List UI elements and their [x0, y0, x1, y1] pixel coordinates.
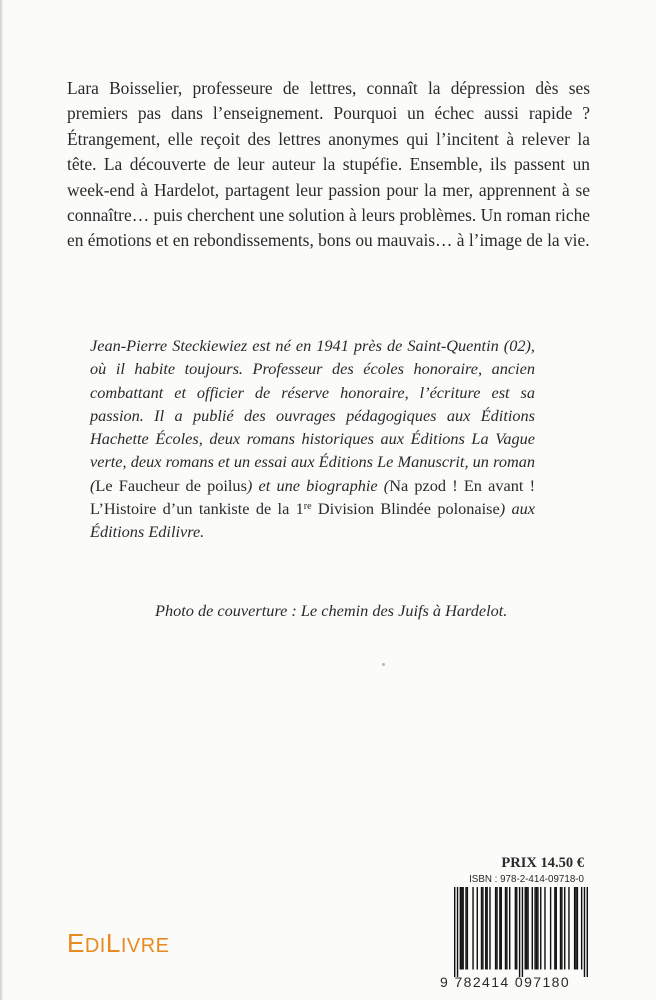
- barcode-bar: [506, 887, 507, 970]
- barcode-bar: [495, 887, 496, 970]
- barcode-bar: [496, 887, 497, 970]
- print-speck: [382, 663, 385, 666]
- barcode-bar: [460, 887, 461, 970]
- barcode-bar: [519, 887, 520, 977]
- bio-book-title-2b: Division Blindée polonaise: [311, 499, 500, 519]
- price-label: PRIX 14.50 €: [501, 855, 584, 871]
- barcode-bar: [527, 887, 528, 970]
- barcode-bar: [564, 887, 565, 970]
- barcode-bar: [522, 887, 523, 977]
- barcode-bar: [525, 887, 526, 970]
- book-summary: Lara Boisselier, professeure de lettres, connaît la dépression dès ses premiers pas dans l’enseignement. Pourquoi un échec aussi rapide ? Étrangement, elle reçoit des lettres anonymes qui l’incitent à relever la tête. La découverte de leur auteur la stupéfie. Ensemble, ils passent un week-end à Hardelot, partagent leur passion pour la mer, apprennent à se connaître… puis cherchent une solution à leurs problèmes. Un roman riche en émotions et en rebondissements, bons ou mauvais… à l’image de la vie.: [67, 78, 590, 251]
- barcode-bar: [544, 887, 545, 970]
- barcode-bar: [581, 887, 582, 970]
- logo-part-L: L: [105, 928, 121, 958]
- logo-part-2: IVRE: [120, 935, 170, 957]
- barcode-bar: [467, 887, 468, 970]
- barcode-bar: [536, 887, 537, 970]
- bio-text-2: ) et une biographie (: [246, 475, 390, 495]
- barcode-digits: 9 782414 097180: [440, 974, 570, 990]
- barcode-bar: [540, 887, 541, 970]
- isbn-barcode: [454, 887, 588, 977]
- barcode-bar: [556, 887, 557, 970]
- barcode-bar: [454, 887, 455, 977]
- barcode-bar: [465, 887, 466, 970]
- bio-text-1: Jean-Pierre Steckiewiez est né en 1941 près de Saint-Quentin (02), où il habite toujours. Professeur des écoles honoraire, ancien combattant et officier de réserve honoraire, l’écriture est sa passion. Il a publié des ouvrages pédagogiques aux Éditions Hachette Écoles, deux romans historiques aux Éditions La Vague verte, deux romans et un essai aux Éditions Le Manuscrit, un roman (: [90, 336, 535, 495]
- barcode-bar: [505, 887, 506, 970]
- price-barcode-block: [440, 854, 590, 990]
- barcode-bar: [574, 887, 575, 970]
- bio-text-3: ) aux Éditions Edilivre.: [90, 499, 535, 542]
- barcode-bar: [575, 887, 576, 970]
- barcode-bar: [560, 887, 561, 970]
- barcode-bar: [587, 887, 588, 977]
- barcode-bar: [501, 887, 502, 970]
- barcode-bar: [461, 887, 462, 970]
- logo-part-1: DI: [84, 935, 106, 957]
- bio-ordinal-suffix: re: [303, 501, 312, 513]
- bio-book-title-1: Le Faucheur de poilus: [95, 475, 247, 495]
- barcode-bar: [515, 887, 516, 970]
- barcode-bar: [462, 887, 463, 970]
- barcode-bar: [481, 887, 482, 970]
- barcode-bar: [477, 887, 478, 970]
- isbn-label: ISBN : 978-2-414-09718-0: [469, 874, 584, 885]
- barcode-bar: [499, 887, 500, 970]
- barcode-bar: [584, 887, 585, 977]
- barcode-bar: [577, 887, 578, 970]
- cover-edge-shadow: [0, 0, 3, 1000]
- barcode-bar: [554, 887, 555, 970]
- barcode-bar: [457, 887, 458, 977]
- barcode-bar: [537, 887, 538, 970]
- barcode-bar: [482, 887, 483, 970]
- logo-initial: E: [67, 928, 85, 958]
- barcode-bar: [516, 887, 517, 970]
- barcode-bar: [489, 887, 490, 970]
- author-biography: [90, 334, 535, 544]
- barcode-bar: [550, 887, 551, 970]
- barcode-bar: [485, 887, 486, 970]
- photo-credit: Photo de couverture : Le chemin des Juifs à Hardelot.: [155, 601, 508, 620]
- barcode-bar: [472, 887, 473, 970]
- barcode-bar: [526, 887, 527, 970]
- barcode-bar: [509, 887, 510, 970]
- barcode-bar: [532, 887, 533, 970]
- barcode-bar: [561, 887, 562, 970]
- barcode-bar: [568, 887, 569, 970]
- publisher-logo: [67, 928, 170, 961]
- barcode-bar: [534, 887, 535, 970]
- bio-book-title-2a: Na pzod ! En avant ! L’Histoire d’un tankiste de la 1: [90, 475, 535, 519]
- barcode-bar: [486, 887, 487, 970]
